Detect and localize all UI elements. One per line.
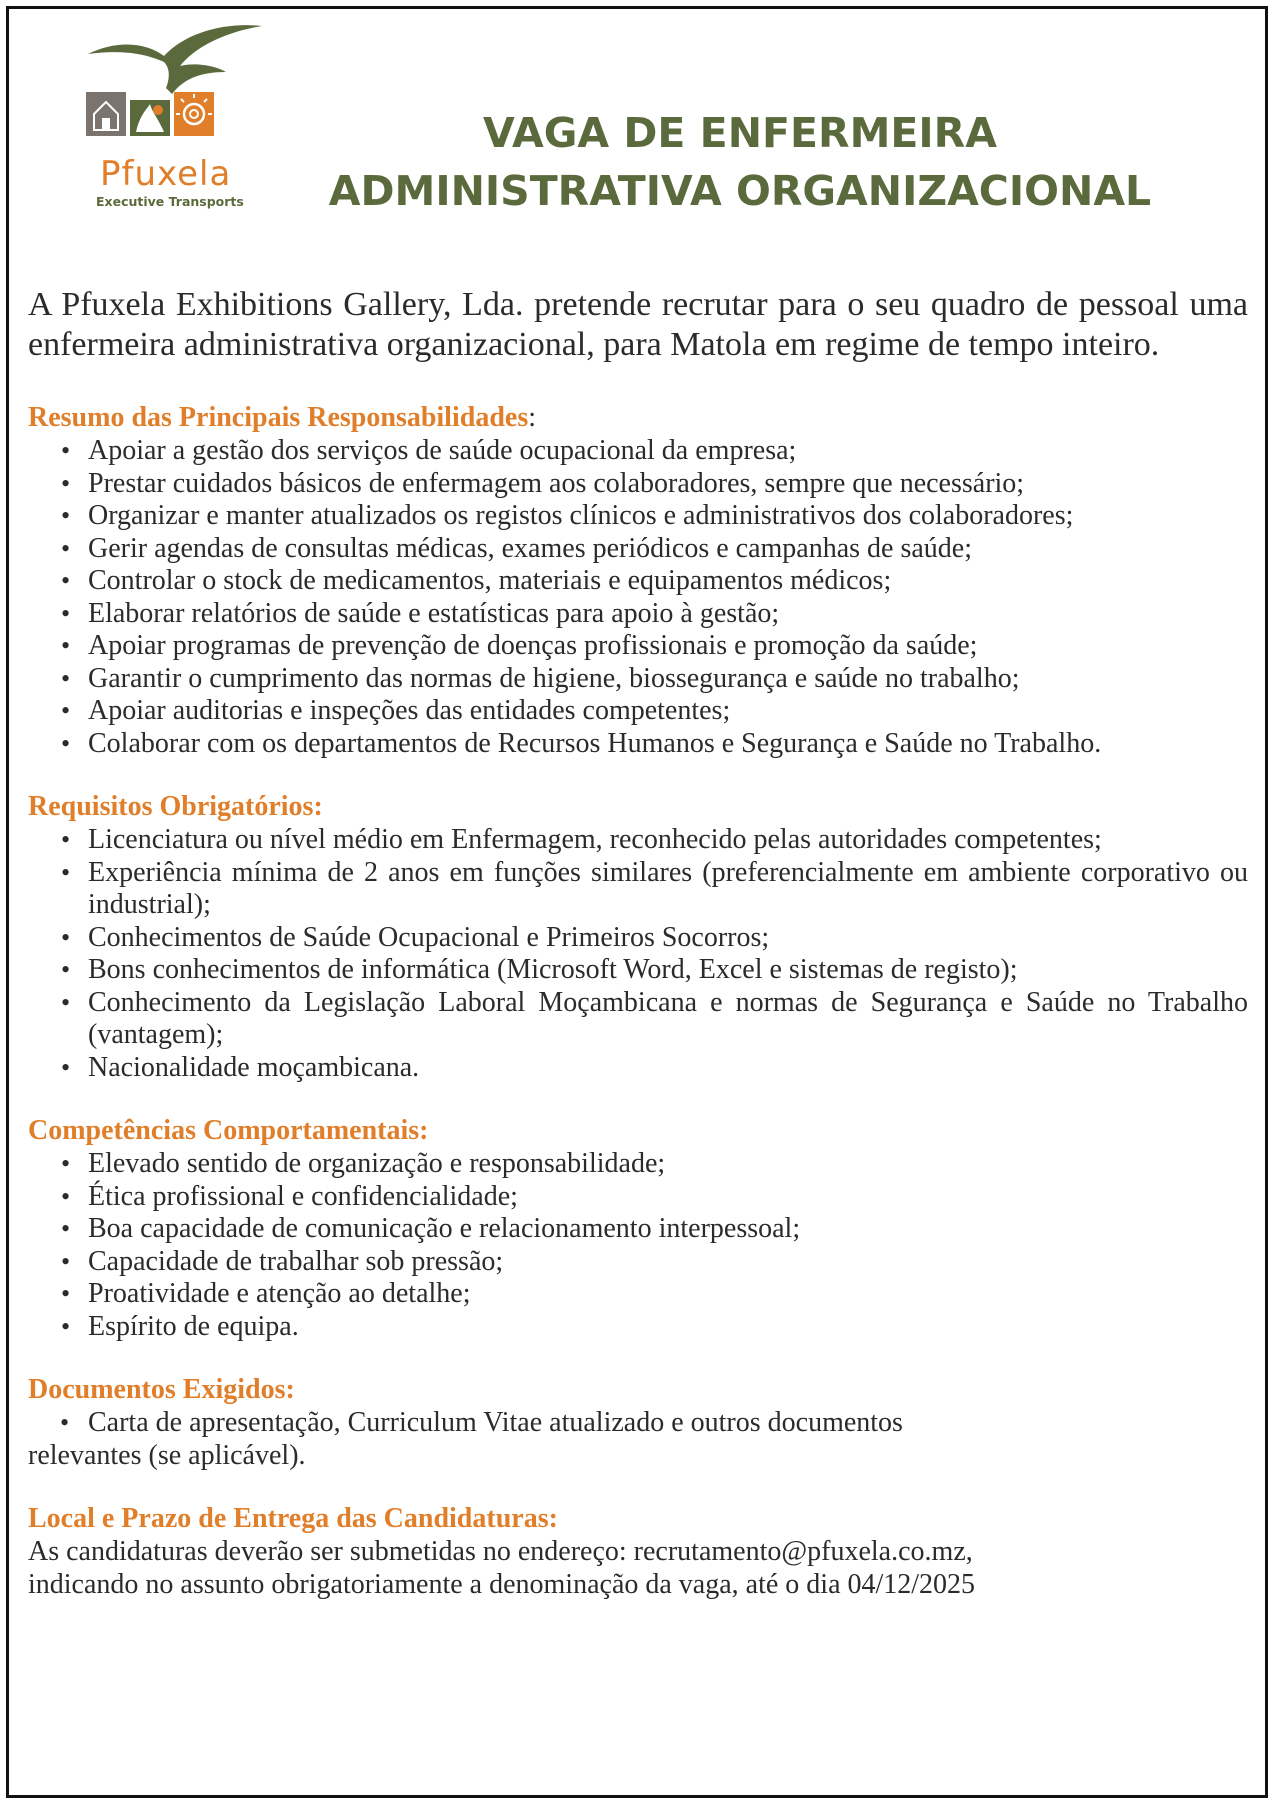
list-item: • Conhecimentos de Saúde Ocupacional e Primeiros Socorros;	[88, 922, 1248, 955]
responsibilities-heading-text: Resumo das Principais Responsabilidades	[28, 402, 529, 433]
list-item: • Prestar cuidados básicos de enfermagem aos colaboradores, sempre que necessário;	[88, 468, 1248, 501]
intro-paragraph: A Pfuxela Exhibitions Gallery, Lda. pretende recrutar para o seu quadro de pessoal uma enfermeira administrativa organizacional, para Matola em regime de tempo inteiro.	[28, 286, 1248, 363]
list-item: • Experiência mínima de 2 anos em funções similares (preferencialmente em ambiente corporativo ou industrial);	[88, 857, 1248, 922]
delivery-line-2: indicando no assunto obrigatoriamente a denominação da vaga, até o dia 04/12/2025	[28, 1568, 976, 1600]
responsibilities-list	[28, 435, 1248, 760]
requirements-list	[28, 824, 1248, 1084]
delivery-heading: Local e Prazo de Entrega das Candidaturas:	[28, 1503, 558, 1534]
title-line-1: VAGA DE ENFERMEIRA	[483, 109, 997, 157]
page-title	[290, 104, 1190, 220]
list-item: • Espírito de equipa.	[88, 1311, 1248, 1344]
list-item: • Apoiar auditorias e inspeções das entidades competentes;	[88, 695, 1248, 728]
heading-colon: :	[528, 402, 536, 433]
list-item: • Ética profissional e confidencialidade;	[88, 1181, 1248, 1214]
list-item: • Bons conhecimentos de informática (Microsoft Word, Excel e sistemas de registo);	[88, 954, 1248, 987]
list-item: • Elaborar relatórios de saúde e estatísticas para apoio à gestão;	[88, 598, 1248, 631]
list-item: • Controlar o stock de medicamentos, materiais e equipamentos médicos;	[88, 565, 1248, 598]
documents-line-2: relevantes (se aplicável).	[28, 1439, 306, 1471]
list-item: • Apoiar a gestão dos serviços de saúde ocupacional da empresa;	[88, 435, 1248, 468]
logo-brand-name: Pfuxela	[100, 154, 232, 194]
posting-content	[28, 285, 1248, 1601]
competencies-heading: Competências Comportamentais:	[28, 1115, 429, 1146]
list-item: • Colaborar com os departamentos de Recursos Humanos e Segurança e Saúde no Trabalho.	[88, 728, 1248, 761]
documents-line-1	[28, 1407, 1248, 1440]
list-item: • Gerir agendas de consultas médicas, exames periódicos e campanhas de saúde;	[88, 533, 1248, 566]
list-item: • Elevado sentido de organização e responsabilidade;	[88, 1148, 1248, 1181]
list-item: • Apoiar programas de prevenção de doenças profissionais e promoção da saúde;	[88, 630, 1248, 663]
competencies-list	[28, 1148, 1248, 1343]
list-item: • Boa capacidade de comunicação e relacionamento interpessoal;	[88, 1213, 1248, 1246]
documents-text-1: Carta de apresentação, Curriculum Vitae atualizado e outros documentos	[88, 1407, 903, 1438]
list-item: • Conhecimento da Legislação Laboral Moçambicana e normas de Segurança e Saúde no Trabalho (vantagem);	[88, 987, 1248, 1052]
list-item: • Nacionalidade moçambicana.	[88, 1052, 1248, 1085]
title-line-2: ADMINISTRATIVA ORGANIZACIONAL	[328, 167, 1152, 215]
documents-heading: Documentos Exigidos:	[28, 1374, 295, 1405]
list-item: • Organizar e manter atualizados os registos clínicos e administrativos dos colaboradores;	[88, 500, 1248, 533]
list-item: • Proatividade e atenção ao detalhe;	[88, 1278, 1248, 1311]
requirements-heading: Requisitos Obrigatórios:	[28, 791, 323, 822]
logo-tagline: Executive Transports	[96, 194, 244, 209]
list-item: • Garantir o cumprimento das normas de higiene, biossegurança e saúde no trabalho;	[88, 663, 1248, 696]
delivery-line-1: As candidaturas deverão ser submetidas no endereço: recrutamento@pfuxela.co.mz,	[28, 1536, 973, 1567]
list-item: • Licenciatura ou nível médio em Enfermagem, reconhecido pelas autoridades competentes;	[88, 824, 1248, 857]
bullet-icon: •	[60, 1408, 70, 1437]
list-item: • Capacidade de trabalhar sob pressão;	[88, 1246, 1248, 1279]
responsibilities-heading	[28, 401, 1248, 435]
